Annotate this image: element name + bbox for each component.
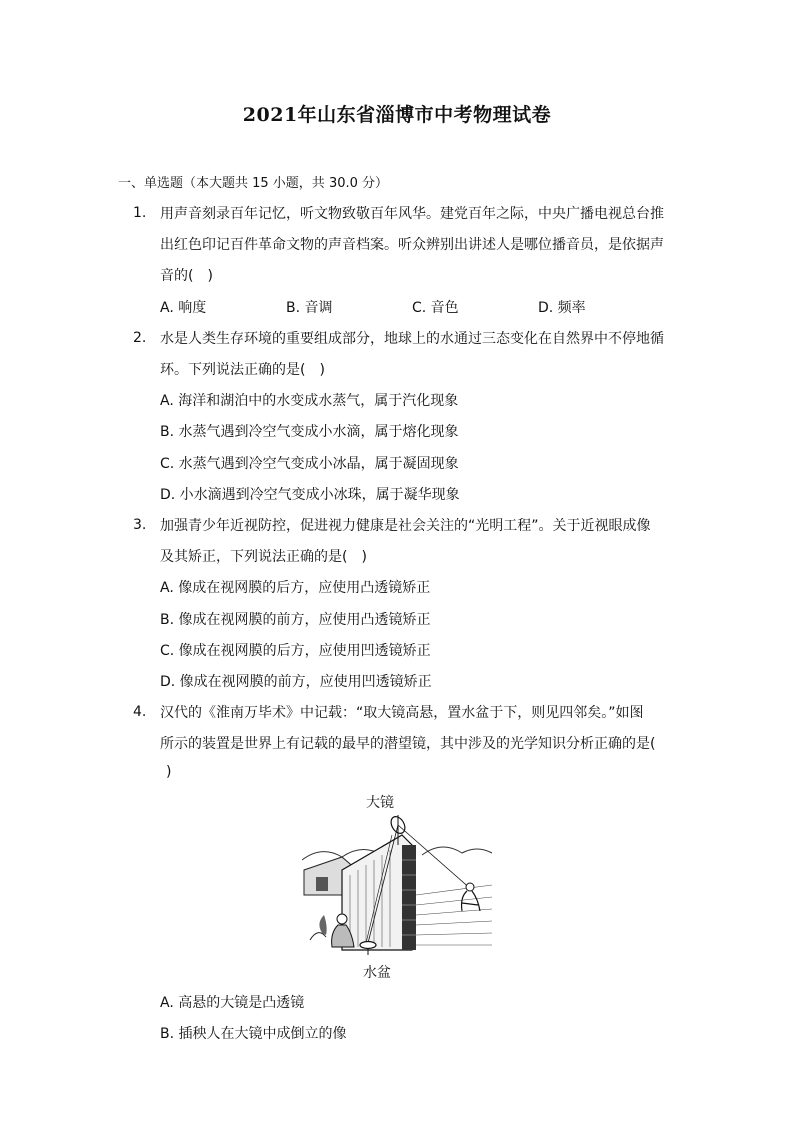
- option-c: C. 像成在视网膜的后方，应使用凹透镜矫正: [160, 643, 431, 659]
- question-number: 3.: [133, 517, 147, 533]
- page-title: 2021年山东省淄博市中考物理试卷: [242, 104, 552, 126]
- option-c: C. 音色: [412, 300, 459, 316]
- question-number: 1.: [133, 205, 147, 221]
- option-b: B. 插秧人在大镜中成倒立的像: [160, 1026, 347, 1042]
- question-text-line: ): [166, 764, 172, 780]
- question-number: 4.: [133, 704, 147, 720]
- question-number: 2.: [133, 330, 147, 346]
- option-a: A. 海洋和湖泊中的水变成水蒸气，属于汽化现象: [160, 393, 459, 409]
- option-b: B. 像成在视网膜的前方，应使用凸透镜矫正: [160, 612, 431, 628]
- option-d: D. 像成在视网膜的前方，应使用凹透镜矫正: [160, 674, 432, 690]
- question-text-line: 出红色印记百件革命文物的声音档案。听众辨别出讲述人是哪位播音员，是依据声: [160, 237, 664, 253]
- question-text-line: 加强青少年近视防控，促进视力健康是社会关注的“光明工程”。关于近视眼成像: [160, 518, 651, 534]
- periscope-illustration: [302, 815, 492, 955]
- option-a: A. 像成在视网膜的后方，应使用凸透镜矫正: [160, 580, 431, 596]
- question-text-line: 及其矫正，下列说法正确的是( ): [160, 549, 367, 565]
- option-d: D. 小水滴遇到冷空气变成小冰珠，属于凝华现象: [160, 487, 460, 503]
- question-text-line: 汉代的《淮南万毕术》中记载：“取大镜高悬，置水盆于下，则见四邻矣。”如图: [160, 705, 644, 721]
- question-text-line: 用声音刻录百年记忆，听文物致敬百年风华。建党百年之际，中央广播电视总台推: [160, 206, 664, 222]
- figure-label-basin: 水盆: [363, 965, 391, 981]
- option-a: A. 响度: [160, 300, 207, 316]
- option-a: A. 高悬的大镜是凸透镜: [160, 995, 305, 1011]
- question-text-line: 环。下列说法正确的是( ): [160, 362, 325, 378]
- option-d: D. 频率: [538, 300, 586, 316]
- question-text-line: 音的( ): [160, 268, 213, 284]
- section-heading: 一、单选题（本大题共 15 小题，共 30.0 分）: [118, 176, 389, 191]
- question-text-line: 水是人类生存环境的重要组成部分，地球上的水通过三态变化在自然界中不停地循: [160, 331, 664, 347]
- figure-label-mirror: 大镜: [366, 795, 394, 811]
- option-b: B. 水蒸气遇到冷空气变成小水滴，属于熔化现象: [160, 424, 459, 440]
- option-b: B. 音调: [286, 300, 333, 316]
- option-c: C. 水蒸气遇到冷空气变成小冰晶，属于凝固现象: [160, 456, 459, 472]
- question-text-line: 所示的装置是世界上有记载的最早的潜望镜，其中涉及的光学知识分析正确的是(: [160, 736, 656, 752]
